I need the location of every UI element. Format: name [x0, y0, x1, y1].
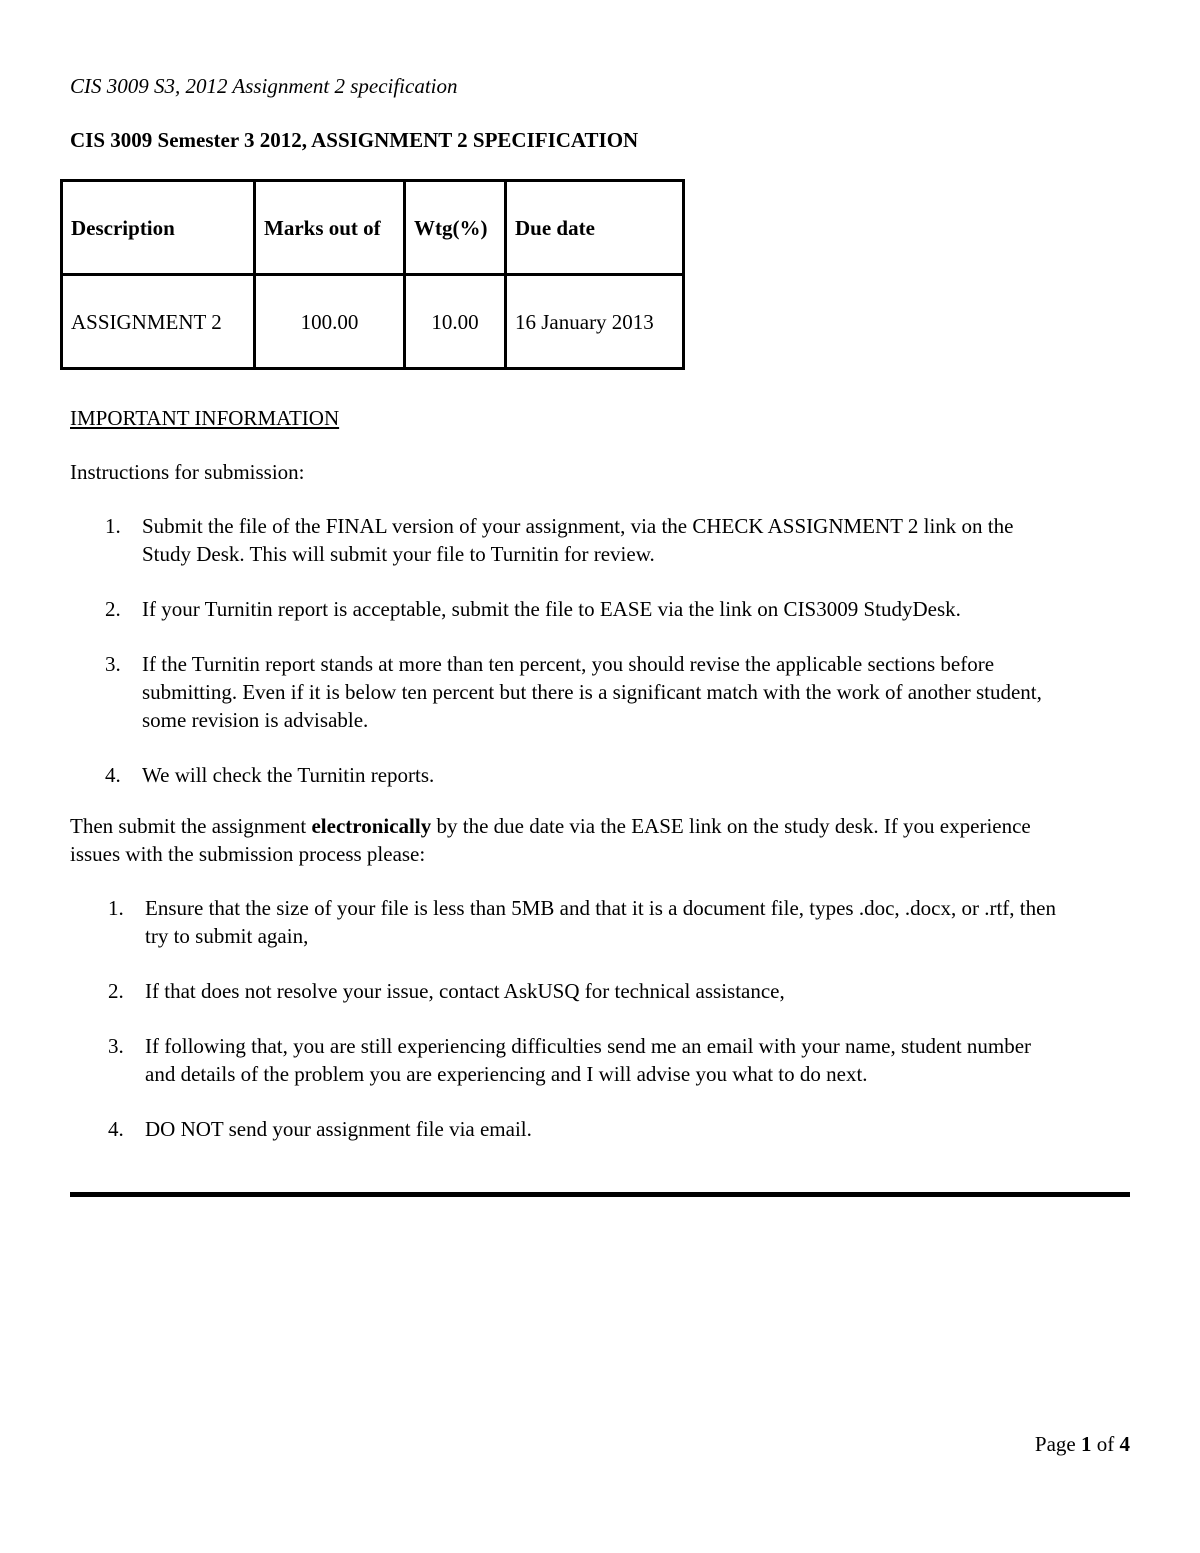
table-cell: 100.00 [255, 275, 405, 369]
table-header-cell: Marks out of [255, 181, 405, 275]
submission-steps-list [70, 512, 1060, 816]
issue-steps-list [70, 894, 1060, 1170]
list-item [70, 761, 1060, 789]
list-item-text: Submit the file of the FINAL version of your assignment, via the CHECK ASSIGNMENT 2 link on the Study Desk. This will submit your file to Turnitin for review. [142, 514, 1014, 566]
electronic-submission-paragraph [70, 812, 1070, 868]
of-word: of [1096, 1432, 1115, 1456]
list-item [70, 595, 1060, 623]
table-header-cell: Description [62, 181, 255, 275]
table-cell: 10.00 [405, 275, 506, 369]
page-word: Page [1034, 1432, 1076, 1456]
table-cell: ASSIGNMENT 2 [62, 275, 255, 369]
list-item [70, 1032, 1060, 1088]
list-number: 2. [108, 979, 124, 1003]
list-item-text: Ensure that the size of your file is less than 5MB and that it is a document file, types .doc, .docx, or .rtf, then try to submit again, [145, 896, 1056, 948]
page-current: 1 [1081, 1432, 1092, 1456]
paragraph-emphasis: electronically [311, 814, 432, 838]
table-header-cell: Due date [506, 181, 684, 275]
assignment-table [60, 179, 685, 370]
list-number: 4. [108, 1117, 124, 1141]
list-item [70, 977, 1060, 1005]
page-number [1035, 1430, 1130, 1458]
list-item-text: If that does not resolve your issue, contact AskUSQ for technical assistance, [145, 979, 785, 1003]
paragraph-text: Then submit the assignment [70, 814, 312, 838]
list-item [70, 894, 1060, 950]
document-title: CIS 3009 Semester 3 2012, ASSIGNMENT 2 SPECIFICATION [70, 128, 639, 152]
table-header-cell: Wtg(%) [405, 181, 506, 275]
list-number: 1. [108, 896, 124, 920]
list-item [70, 1115, 1060, 1143]
page-total: 4 [1119, 1432, 1130, 1456]
running-header: CIS 3009 S3, 2012 Assignment 2 specification [70, 74, 458, 98]
table-cell: 16 January 2013 [506, 275, 684, 369]
list-item-text: We will check the Turnitin reports. [142, 763, 435, 787]
list-item-text: If your Turnitin report is acceptable, submit the file to EASE via the link on CIS3009 StudyDesk. [142, 597, 961, 621]
horizontal-divider [70, 1192, 1130, 1197]
list-item-text: If following that, you are still experiencing difficulties send me an email with your name, student number and details of the problem you are experiencing and I will advise you what to do next. [145, 1034, 1032, 1086]
list-item-text: If the Turnitin report stands at more than ten percent, you should revise the applicable sections before submitting. Even if it is below ten percent but there is a significant match with the work of another student, some revision is advisable. [142, 652, 1042, 732]
list-number: 3. [105, 652, 121, 676]
table-header-row [62, 181, 684, 275]
list-number: 3. [108, 1034, 124, 1058]
paragraph-text: by the due date via the EASE link on the study desk. If you experience issues with the submission process please: [70, 814, 1031, 866]
list-item [70, 650, 1060, 734]
list-item [70, 512, 1060, 568]
list-number: 4. [105, 763, 121, 787]
table-row [62, 275, 684, 369]
list-item-text: DO NOT send your assignment file via email. [145, 1117, 532, 1141]
list-number: 1. [105, 514, 121, 538]
list-number: 2. [105, 597, 121, 621]
important-heading: IMPORTANT INFORMATION [70, 406, 340, 430]
instructions-label: Instructions for submission: [70, 460, 305, 484]
